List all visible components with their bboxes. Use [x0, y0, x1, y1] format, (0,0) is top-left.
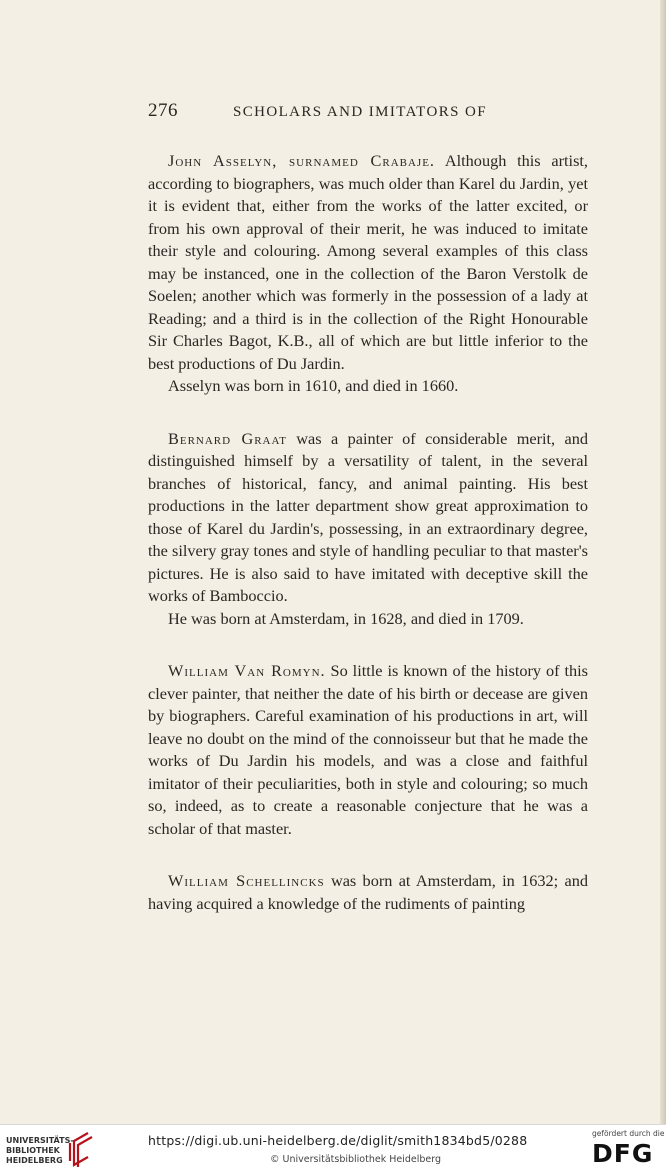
artist-name: Bernard Graat: [168, 428, 287, 448]
copyright-notice: © Universitätsbibliothek Heidelberg: [270, 1154, 442, 1165]
funded-by-label: gefördert durch die: [592, 1129, 665, 1138]
book-page: [148, 100, 588, 915]
library-logo-icon: [66, 1131, 94, 1169]
library-name: UNIVERSITÄTS- BIBLIOTHEK HEIDELBERG: [6, 1136, 74, 1165]
paragraph-text: was born at Amsterdam, in 1632; and having acquired a knowledge of the rudiments of painting: [148, 871, 588, 913]
permalink-url[interactable]: https://digi.ub.uni-heidelberg.de/diglit/smith1834bd5/0288: [148, 1133, 528, 1148]
entry-graat: [148, 428, 588, 631]
page-number: 276: [148, 100, 178, 121]
page-edge-shadow: [660, 0, 666, 1124]
page-header: [148, 100, 588, 126]
paragraph: [148, 660, 588, 840]
running-head: SCHOLARS AND IMITATORS OF: [233, 104, 487, 120]
artist-name: John Asselyn, surnamed Crabaje.: [168, 151, 436, 170]
paragraph: He was born at Amsterdam, in 1628, and died in 1709.: [168, 608, 524, 628]
paragraph: Asselyn was born in 1610, and died in 1660.: [168, 376, 459, 395]
paragraph-text: So little is known of the history of this clever painter, that neither the date of his birth or decease are given by biographers. Careful examination of his productions in art, will leave no doubt on the mind of the connoisseur but that he made the works of Du Jardin his models, and was a close and faithful imitator of their peculiarities, both in style and colouring; so much so, indeed, as to create a reasonable conjecture that he was a scholar of that master.: [148, 661, 589, 838]
paragraph-text: Although this artist, according to biographers, was much older than Karel du Jardin, yet it is evident that, either from the works of the latter excited, or from his own approval of their merit, he was induced to imitate their style and colouring. Among several examples of this class may be instanced, one in the collection of the Baron Verstolk de Soelen; another which was formerly in the possession of a lady at Reading; and a third is in the collection of the Right Honourable Sir Charles Bagot, K.B., all of which are but little inferior to the best productions of Du Jardin.: [148, 151, 588, 373]
dfg-logo: DFG: [592, 1139, 654, 1168]
entry-schellincks: [148, 870, 588, 915]
artist-name: William Schellincks: [168, 871, 325, 890]
entry-van-romyn: [148, 660, 588, 840]
paragraph-text: was a painter of considerable merit, and distinguished himself by a versatility of talent, in the several branches of historical, fancy, and animal painting. His best productions in the latter department show great approximation to those of Karel du Jardin's, possessing, in an extraordinary degree, the silvery gray tones and style of handling peculiar to that master's pictures. He is also said to have imitated with deceptive skill the works of Bamboccio.: [148, 428, 589, 605]
entry-asselyn: [148, 150, 588, 398]
viewer-footer: [0, 1124, 666, 1173]
artist-name: William Van Romyn.: [168, 661, 326, 680]
paragraph: [148, 150, 588, 375]
paragraph: [148, 870, 588, 915]
paragraph: [148, 428, 588, 608]
